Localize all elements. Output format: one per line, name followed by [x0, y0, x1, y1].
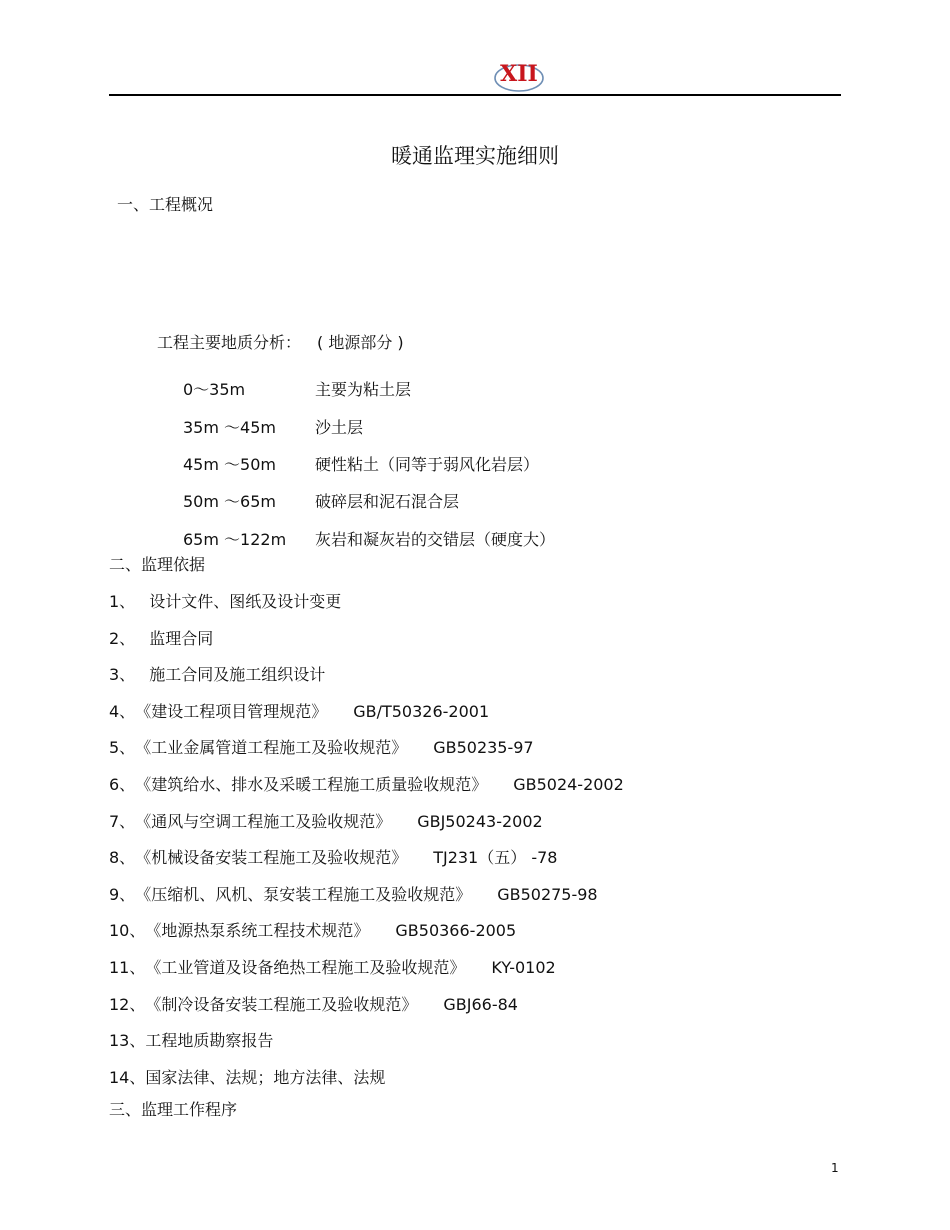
list-item	[109, 811, 624, 848]
geology-description: 灰岩和凝灰岩的交错层（硬度大）	[315, 530, 556, 549]
geology-depth: 45m ～50m	[183, 455, 276, 474]
item-number: 14、	[109, 1067, 146, 1087]
geology-depth: 35m ～45m	[183, 418, 276, 437]
list-item	[109, 701, 624, 738]
item-number: 12、	[109, 994, 146, 1014]
list-item	[109, 847, 624, 884]
geology-depth: 50m ～65m	[183, 492, 276, 511]
standard-code: GBJ66-84	[443, 994, 518, 1014]
item-number: 8、	[109, 848, 136, 868]
list-item	[109, 994, 624, 1031]
list-item	[109, 664, 624, 701]
geology-description: 沙土层	[315, 418, 364, 437]
geology-depth: 65m ～122m	[183, 530, 287, 549]
page-number: 1	[831, 1161, 839, 1175]
item-text: 《机械设备安装工程施工及验收规范》	[135, 848, 408, 868]
item-text: 《制冷设备安装工程施工及验收规范》	[145, 994, 418, 1014]
item-text: 《工业金属管道工程施工及验收规范》	[135, 738, 408, 758]
standard-code: GB/T50326-2001	[353, 701, 490, 721]
company-logo	[490, 56, 548, 96]
page-title: 暖通监理实施细则	[391, 144, 559, 168]
list-item	[109, 957, 624, 994]
list-item	[109, 628, 624, 665]
section-heading-procedure: 三、监理工作程序	[109, 1100, 238, 1119]
list-item	[109, 591, 624, 628]
list-item	[109, 1030, 624, 1067]
item-number: 6、	[109, 774, 136, 794]
list-item	[109, 920, 624, 957]
item-number: 13、	[109, 1031, 146, 1051]
geology-intro-label: 工程主要地质分析：	[157, 333, 302, 352]
item-number: 1、	[109, 592, 136, 611]
item-text: 国家法律、法规；地方法律、法规	[145, 1067, 386, 1087]
item-number: 10、	[109, 921, 146, 941]
item-number: 11、	[109, 957, 146, 977]
list-item	[109, 1067, 624, 1104]
item-number: 9、	[109, 884, 136, 904]
geology-description: 破碎层和泥石混合层	[315, 492, 460, 511]
item-text: 工程地质勘察报告	[145, 1031, 274, 1051]
section-heading-basis: 二、监理依据	[109, 555, 206, 574]
item-number: 2、	[109, 628, 136, 648]
section-heading-overview: 一、工程概况	[117, 195, 214, 214]
header-divider	[109, 94, 841, 96]
standard-code: GB5024-2002	[513, 774, 624, 794]
item-number: 7、	[109, 811, 136, 831]
item-text: 《建筑给水、排水及采暖工程施工质量验收规范》	[135, 774, 488, 794]
standard-code: GB50235-97	[433, 738, 534, 758]
item-number: 4、	[109, 701, 136, 721]
item-text: 《压缩机、风机、泵安装工程施工及验收规范》	[135, 884, 472, 904]
item-text: 设计文件、图纸及设计变更	[149, 592, 342, 611]
item-number: 5、	[109, 738, 136, 758]
list-item	[109, 737, 624, 774]
geology-intro	[157, 332, 404, 354]
standard-code: KY-0102	[491, 957, 556, 977]
item-text: 施工合同及施工组织设计	[149, 665, 326, 685]
geology-intro-note: ( 地源部分 )	[317, 333, 404, 352]
standard-code: GB50366-2005	[395, 921, 517, 941]
geology-description: 硬性粘土（同等于弱风化岩层）	[315, 455, 540, 474]
list-item	[109, 774, 624, 811]
item-text: 监理合同	[149, 628, 214, 648]
item-text: 《地源热泵系统工程技术规范》	[145, 921, 370, 941]
item-text: 《工业管道及设备绝热工程施工及验收规范》	[145, 957, 466, 977]
standard-code: GB50275-98	[497, 884, 598, 904]
geology-depth: 0～35m	[183, 380, 246, 399]
item-text: 《建设工程项目管理规范》	[135, 701, 328, 721]
basis-list	[109, 591, 624, 1103]
geology-description: 主要为粘土层	[315, 380, 412, 399]
standard-code: TJ231（五） -78	[433, 848, 558, 868]
item-number: 3、	[109, 665, 136, 685]
item-text: 《通风与空调工程施工及验收规范》	[135, 811, 392, 831]
logo-text: XII	[500, 61, 538, 87]
list-item	[109, 884, 624, 921]
standard-code: GBJ50243-2002	[417, 811, 543, 831]
